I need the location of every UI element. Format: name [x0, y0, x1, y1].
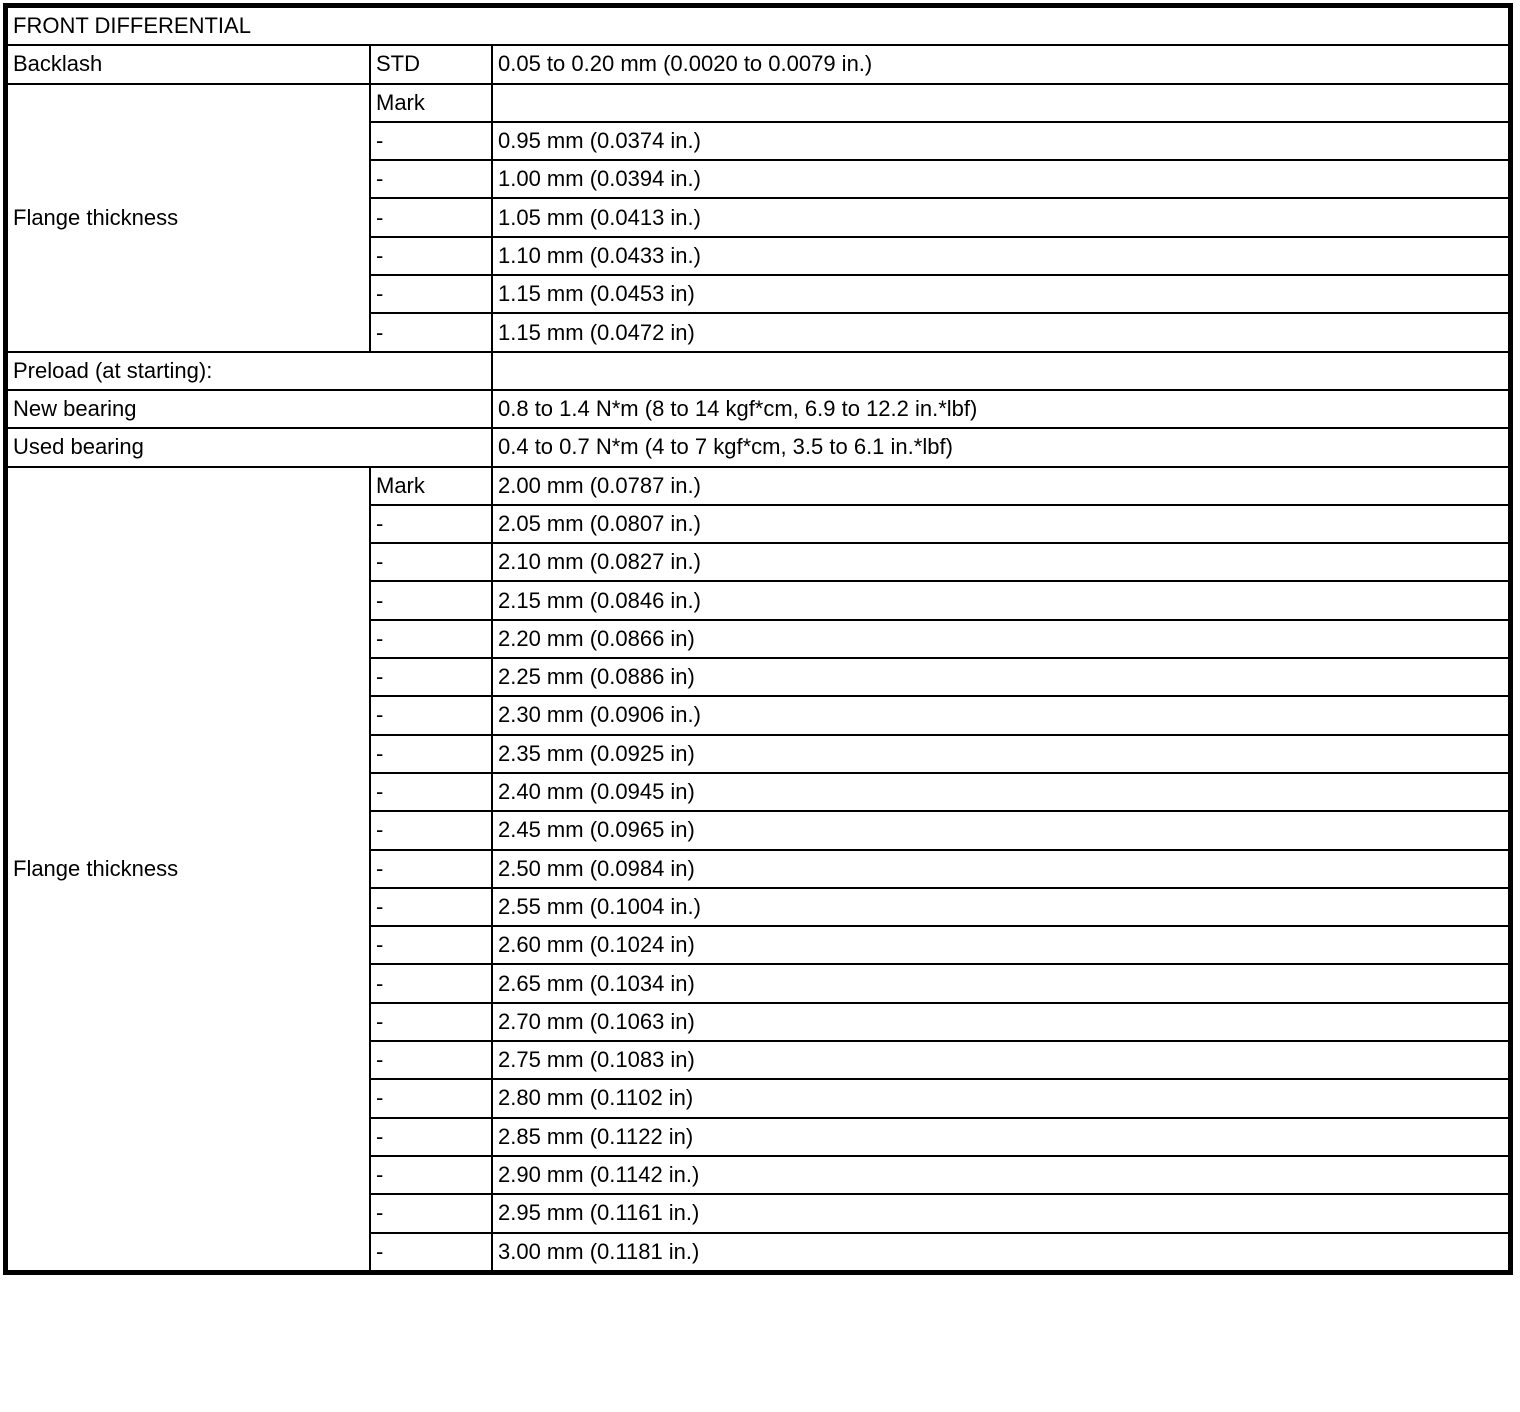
- mark-cell: -: [370, 696, 492, 734]
- flange-1-header-row: [7, 84, 1509, 122]
- preload-value: [492, 352, 1509, 390]
- thickness-value: 2.05 mm (0.0807 in.): [492, 505, 1509, 543]
- thickness-value: 2.75 mm (0.1083 in): [492, 1041, 1509, 1079]
- backlash-mark: STD: [370, 45, 492, 83]
- mark-cell: -: [370, 1118, 492, 1156]
- mark-cell: -: [370, 198, 492, 236]
- thickness-value: 1.15 mm (0.0472 in): [492, 313, 1509, 351]
- used-bearing-label: Used bearing: [7, 428, 492, 466]
- new-bearing-value: 0.8 to 1.4 N*m (8 to 14 kgf*cm, 6.9 to 12.2 in.*lbf): [492, 390, 1509, 428]
- used-bearing-value: 0.4 to 0.7 N*m (4 to 7 kgf*cm, 3.5 to 6.1 in.*lbf): [492, 428, 1509, 466]
- backlash-row: [7, 45, 1509, 83]
- mark-cell: -: [370, 735, 492, 773]
- thickness-value: 2.55 mm (0.1004 in.): [492, 888, 1509, 926]
- backlash-value: 0.05 to 0.20 mm (0.0020 to 0.0079 in.): [492, 45, 1509, 83]
- mark-cell: -: [370, 1194, 492, 1232]
- mark-cell: -: [370, 1003, 492, 1041]
- title-row: [7, 7, 1509, 45]
- thickness-value: 2.65 mm (0.1034 in): [492, 964, 1509, 1002]
- thickness-value: 2.40 mm (0.0945 in): [492, 773, 1509, 811]
- thickness-value: 2.50 mm (0.0984 in): [492, 850, 1509, 888]
- mark-cell: -: [370, 581, 492, 619]
- used-bearing-row: [7, 428, 1509, 466]
- mark-cell: -: [370, 275, 492, 313]
- thickness-value: 2.70 mm (0.1063 in): [492, 1003, 1509, 1041]
- preload-row: [7, 352, 1509, 390]
- thickness-value: 1.00 mm (0.0394 in.): [492, 160, 1509, 198]
- table-title: FRONT DIFFERENTIAL: [7, 7, 1509, 45]
- mark-cell: -: [370, 1233, 492, 1271]
- mark-cell: -: [370, 888, 492, 926]
- thickness-value: 2.10 mm (0.0827 in.): [492, 543, 1509, 581]
- flange-1-mark-header: Mark: [370, 84, 492, 122]
- flange-1-label: Flange thickness: [7, 84, 370, 352]
- mark-cell: -: [370, 658, 492, 696]
- thickness-value: 2.85 mm (0.1122 in): [492, 1118, 1509, 1156]
- new-bearing-row: [7, 390, 1509, 428]
- mark-cell: -: [370, 773, 492, 811]
- mark-cell: -: [370, 850, 492, 888]
- flange-2-label: Flange thickness: [7, 467, 370, 1271]
- thickness-value: 2.45 mm (0.0965 in): [492, 811, 1509, 849]
- mark-cell: -: [370, 811, 492, 849]
- thickness-value: 2.25 mm (0.0886 in): [492, 658, 1509, 696]
- thickness-value: 2.60 mm (0.1024 in): [492, 926, 1509, 964]
- mark-cell: -: [370, 505, 492, 543]
- thickness-value: 2.00 mm (0.0787 in.): [492, 467, 1509, 505]
- backlash-label: Backlash: [7, 45, 370, 83]
- thickness-value: 2.35 mm (0.0925 in): [492, 735, 1509, 773]
- mark-cell: -: [370, 160, 492, 198]
- mark-cell: -: [370, 620, 492, 658]
- thickness-value: 2.90 mm (0.1142 in.): [492, 1156, 1509, 1194]
- mark-cell: -: [370, 313, 492, 351]
- thickness-value: 2.20 mm (0.0866 in): [492, 620, 1509, 658]
- preload-label: Preload (at starting):: [7, 352, 492, 390]
- spec-table-body: [7, 7, 1509, 1271]
- mark-cell: -: [370, 1079, 492, 1117]
- mark-cell: -: [370, 1041, 492, 1079]
- thickness-value: 1.15 mm (0.0453 in): [492, 275, 1509, 313]
- thickness-value: 2.30 mm (0.0906 in.): [492, 696, 1509, 734]
- thickness-value: 2.95 mm (0.1161 in.): [492, 1194, 1509, 1232]
- mark-cell: -: [370, 237, 492, 275]
- thickness-value: 2.80 mm (0.1102 in): [492, 1079, 1509, 1117]
- thickness-value: 0.95 mm (0.0374 in.): [492, 122, 1509, 160]
- mark-cell: Mark: [370, 467, 492, 505]
- mark-cell: -: [370, 543, 492, 581]
- flange-2-row: [7, 467, 1509, 505]
- mark-cell: -: [370, 122, 492, 160]
- spec-table: [6, 6, 1510, 1272]
- new-bearing-label: New bearing: [7, 390, 492, 428]
- mark-cell: -: [370, 926, 492, 964]
- mark-cell: -: [370, 964, 492, 1002]
- flange-1-value-header: [492, 84, 1509, 122]
- thickness-value: 1.05 mm (0.0413 in.): [492, 198, 1509, 236]
- mark-cell: -: [370, 1156, 492, 1194]
- thickness-value: 3.00 mm (0.1181 in.): [492, 1233, 1509, 1271]
- thickness-value: 2.15 mm (0.0846 in.): [492, 581, 1509, 619]
- thickness-value: 1.10 mm (0.0433 in.): [492, 237, 1509, 275]
